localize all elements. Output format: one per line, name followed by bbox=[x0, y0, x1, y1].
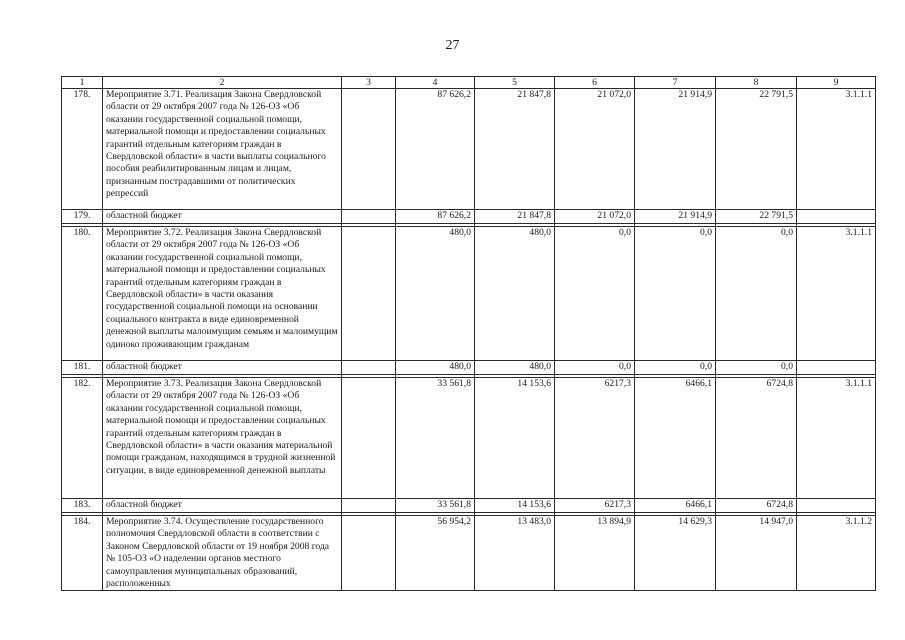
row-number: 178. bbox=[62, 89, 103, 210]
budget-table bbox=[61, 76, 876, 591]
cell-col3 bbox=[342, 361, 396, 375]
column-header: 7 bbox=[635, 77, 716, 89]
cell-col6: 21 072,0 bbox=[555, 210, 635, 224]
cell-col6: 21 072,0 bbox=[555, 89, 635, 210]
page-number: 27 bbox=[445, 38, 460, 53]
cell-col3 bbox=[342, 516, 396, 591]
cell-col7: 21 914,9 bbox=[635, 89, 716, 210]
table-row bbox=[62, 210, 876, 224]
row-description: областной бюджет bbox=[103, 361, 342, 375]
column-header: 3 bbox=[342, 77, 396, 89]
row-number: 182. bbox=[62, 378, 103, 499]
cell-col6: 6217,3 bbox=[555, 499, 635, 513]
cell-col7: 21 914,9 bbox=[635, 210, 716, 224]
cell-col5: 21 847,8 bbox=[475, 210, 555, 224]
cell-col9: 3.1.1.1 bbox=[797, 89, 876, 210]
cell-col5: 480,0 bbox=[475, 227, 555, 361]
column-header: 2 bbox=[103, 77, 342, 89]
column-header: 1 bbox=[62, 77, 103, 89]
cell-col5: 14 153,6 bbox=[475, 499, 555, 513]
cell-col3 bbox=[342, 227, 396, 361]
cell-col9 bbox=[797, 361, 876, 375]
row-number: 180. bbox=[62, 227, 103, 361]
table-row bbox=[62, 227, 876, 361]
cell-col3 bbox=[342, 89, 396, 210]
cell-col8: 22 791,5 bbox=[716, 210, 797, 224]
row-description: Мероприятие 3.74. Осуществление государственного полномочия Свердловской области в соответствии с Законом Свердловской области от 19 ноября 2008 года № 105-ОЗ «О наделении органов местного самоуправления муниципальных образований, расположенных bbox=[103, 516, 342, 591]
cell-col5: 21 847,8 bbox=[475, 89, 555, 210]
cell-col4: 87 626,2 bbox=[396, 210, 475, 224]
column-header: 5 bbox=[475, 77, 555, 89]
cell-col8: 0,0 bbox=[716, 227, 797, 361]
cell-col8: 6724,8 bbox=[716, 499, 797, 513]
row-description: областной бюджет bbox=[103, 499, 342, 513]
cell-col4: 33 561,8 bbox=[396, 378, 475, 499]
cell-col4: 33 561,8 bbox=[396, 499, 475, 513]
row-number: 183. bbox=[62, 499, 103, 513]
cell-col7: 0,0 bbox=[635, 361, 716, 375]
cell-col4: 87 626,2 bbox=[396, 89, 475, 210]
row-number: 181. bbox=[62, 361, 103, 375]
table-row bbox=[62, 89, 876, 210]
cell-col8: 22 791,5 bbox=[716, 89, 797, 210]
column-header: 8 bbox=[716, 77, 797, 89]
table-header-row bbox=[62, 77, 876, 89]
table-row bbox=[62, 499, 876, 513]
row-description: Мероприятие 3.73. Реализация Закона Свердловской области от 29 октября 2007 года № 126-ОЗ «Об оказании государственной социальной помощи, материальной помощи и предоставлении социальных гарантий отдельным категориям граждан в Свердловской области» в части оказания материальной помощи гражданам, находящимся в трудной жизненной ситуации, в виде единовременной денежной выплаты bbox=[103, 378, 342, 499]
cell-col7: 0,0 bbox=[635, 227, 716, 361]
cell-col5: 480,0 bbox=[475, 361, 555, 375]
cell-col9 bbox=[797, 499, 876, 513]
cell-col9: 3.1.1.2 bbox=[797, 516, 876, 591]
cell-col8: 0,0 bbox=[716, 361, 797, 375]
cell-col5: 13 483,0 bbox=[475, 516, 555, 591]
row-description: областной бюджет bbox=[103, 210, 342, 224]
cell-col9 bbox=[797, 210, 876, 224]
row-number: 184. bbox=[62, 516, 103, 591]
column-header: 6 bbox=[555, 77, 635, 89]
row-description: Мероприятие 3.72. Реализация Закона Свердловской области от 29 октября 2007 года № 126-ОЗ «Об оказании государственной социальной помощи, материальной помощи и предоставлении социальных гарантий отдельным категориям граждан в Свердловской области» в части оказания государственной социальной помощи на основании социального контракта в виде единовременной денежной выплаты малоимущим семьям и малоимущим одиноко проживающим гражданам bbox=[103, 227, 342, 361]
cell-col9: 3.1.1.1 bbox=[797, 378, 876, 499]
cell-col6: 6217,3 bbox=[555, 378, 635, 499]
table-row bbox=[62, 516, 876, 591]
cell-col8: 6724,8 bbox=[716, 378, 797, 499]
cell-col7: 6466,1 bbox=[635, 378, 716, 499]
cell-col3 bbox=[342, 378, 396, 499]
cell-col4: 480,0 bbox=[396, 227, 475, 361]
cell-col7: 6466,1 bbox=[635, 499, 716, 513]
cell-col9: 3.1.1.1 bbox=[797, 227, 876, 361]
column-header: 9 bbox=[797, 77, 876, 89]
table-row bbox=[62, 361, 876, 375]
cell-col4: 480,0 bbox=[396, 361, 475, 375]
cell-col4: 56 954,2 bbox=[396, 516, 475, 591]
cell-col3 bbox=[342, 210, 396, 224]
cell-col3 bbox=[342, 499, 396, 513]
cell-col8: 14 947,0 bbox=[716, 516, 797, 591]
table-row bbox=[62, 378, 876, 499]
cell-col7: 14 629,3 bbox=[635, 516, 716, 591]
cell-col6: 0,0 bbox=[555, 227, 635, 361]
row-description: Мероприятие 3.71. Реализация Закона Свердловской области от 29 октября 2007 года № 126-ОЗ «Об оказании государственной социальной помощи, материальной помощи и предоставлении социальных гарантий отдельным категориям граждан в Свердловской области» в части выплаты социального пособия реабилитированным лицам и лицам, признанным пострадавшими от политических репрессий bbox=[103, 89, 342, 210]
cell-col6: 0,0 bbox=[555, 361, 635, 375]
cell-col6: 13 894,9 bbox=[555, 516, 635, 591]
row-number: 179. bbox=[62, 210, 103, 224]
column-header: 4 bbox=[396, 77, 475, 89]
cell-col5: 14 153,6 bbox=[475, 378, 555, 499]
